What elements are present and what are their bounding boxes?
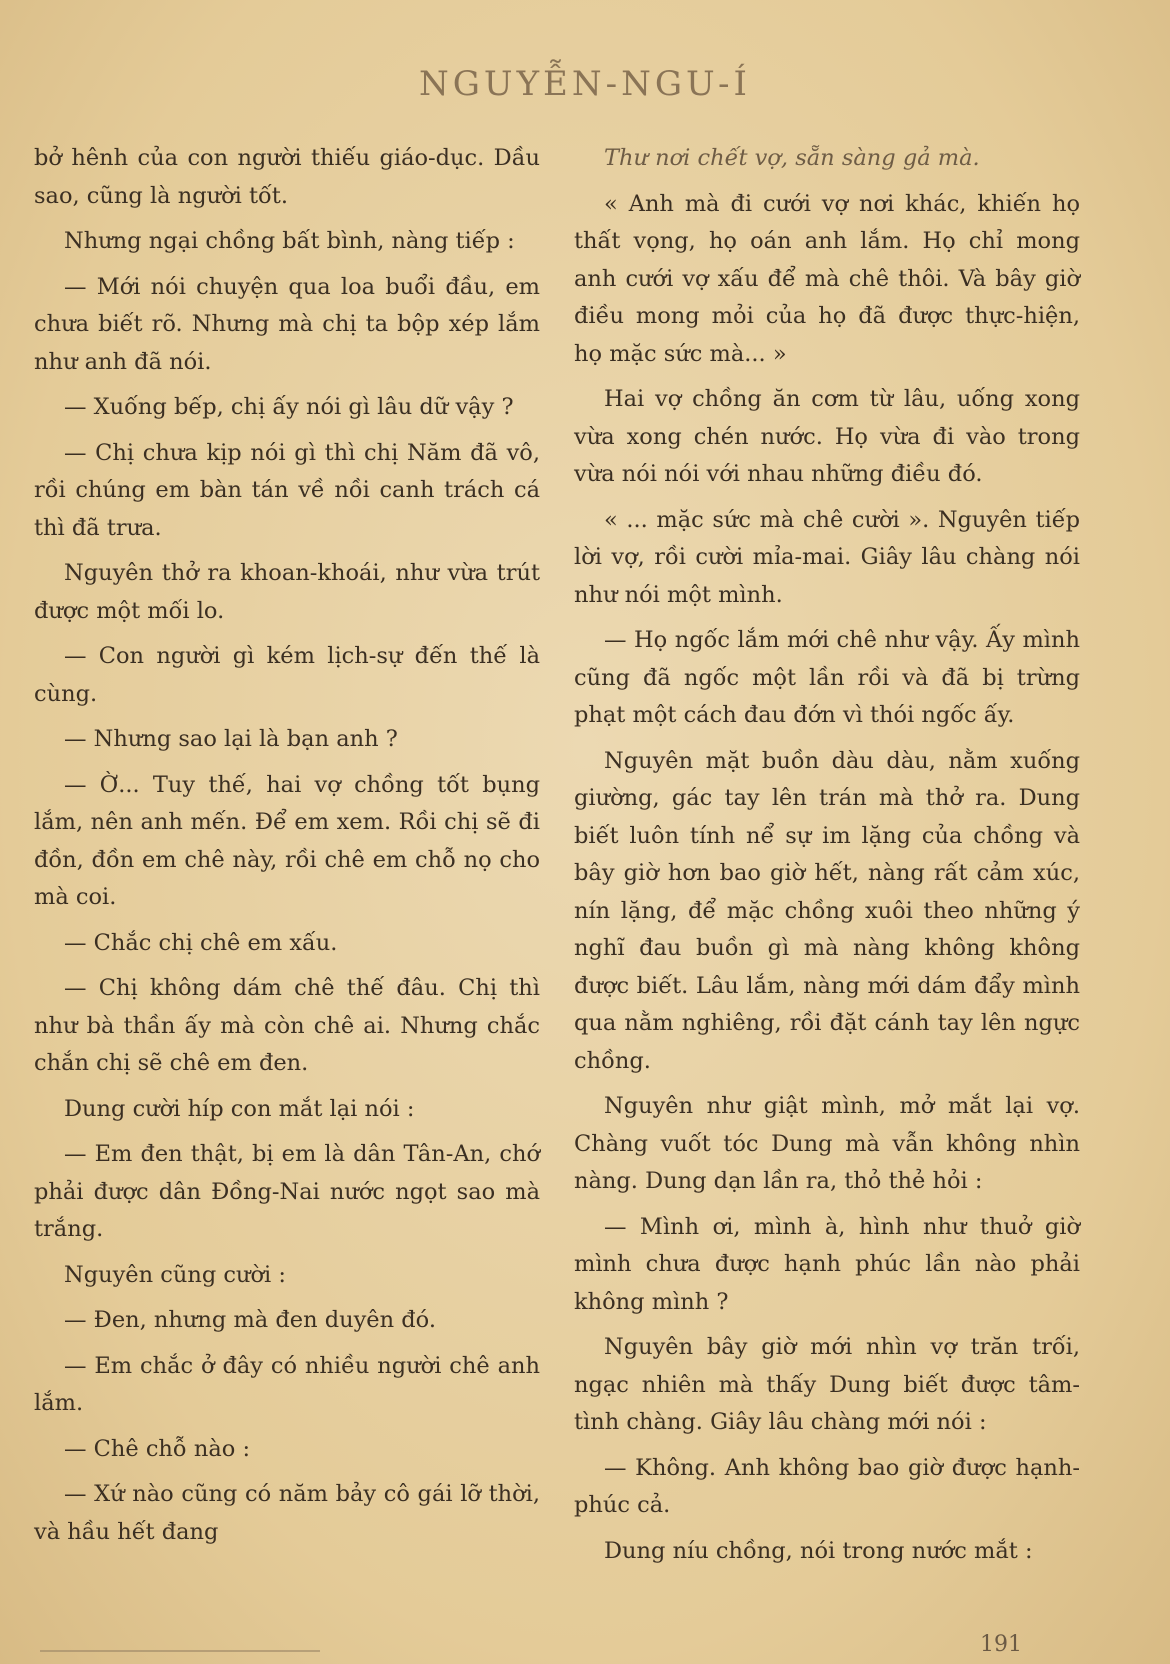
paragraph: — Chị chưa kịp nói gì thì chị Năm đã vô, rồi chúng em bàn tán về nồi canh trách cá thì đã trưa. [34,439,540,541]
paragraph: Nguyên thở ra khoan-khoái, như vừa trút được một mối lo. [34,560,540,624]
paragraph: Dung níu chồng, nói trong nước mắt : [604,1537,1033,1564]
right-column [574,140,1080,1578]
paragraph: « ... mặc sức mà chê cười ». Nguyên tiếp lời vợ, rồi cười mỉa-mai. Giây lâu chàng nói như nói một mình. [574,506,1080,608]
paragraph: — Mình ơi, mình à, hình như thuở giờ mình chưa được hạnh phúc lần nào phải không mình ? [574,1213,1080,1315]
paragraph: Dung cười híp con mắt lại nói : [64,1095,415,1122]
paragraph: — Em chắc ở đây có nhiều người chê anh lắm. [34,1352,540,1416]
paragraph: — Ờ... Tuy thế, hai vợ chồng tốt bụng lắm, nên anh mến. Để em xem. Rồi chị sẽ đi đồn, đồn em chê này, rồi chê em chỗ nọ cho mà coi. [34,771,540,910]
running-header: NGUYỄN-NGU-Í [419,64,751,104]
paragraph: — Chắc chị chê em xấu. [64,929,338,956]
paragraph: Nguyên như giật mình, mở mắt lại vợ. Chàng vuốt tóc Dung mà vẫn không nhìn nàng. Dung dạn lần ra, thỏ thẻ hỏi : [574,1093,1080,1194]
paragraph: — Nhưng sao lại là bạn anh ? [64,726,398,752]
paragraph: — Không. Anh không bao giờ được hạnh-phúc cả. [574,1454,1080,1518]
paragraph: Hai vợ chồng ăn cơm từ lâu, uống xong vừa xong chén nước. Họ vừa đi vào trong vừa nói nói với nhau những điều đó. [574,386,1080,487]
paragraph: Thư nơi chết vợ, sẵn sàng gả mà. [604,145,980,171]
paragraph: — Em đen thật, bị em là dân Tân-An, chớ phải được dân Đồng-Nai nước ngọt sao mà trắng. [34,1141,540,1242]
paragraph: Nhưng ngại chồng bất bình, nàng tiếp : [64,228,515,254]
paragraph: Nguyên mặt buồn dàu dàu, nằm xuống giường, gác tay lên trán mà thở ra. Dung biết luôn tính nể sự im lặng của chồng và bây giờ hơn bao giờ hết, nàng rất cảm xúc, nín lặng, để mặc chồng xuôi theo những ý nghĩ đau buồn gì mà nàng không không được biết. Lâu lắm, nàng mới dám đẩy mình qua nằm nghiêng, rồi đặt cánh tay lên ngực chồng. [574,747,1080,1074]
paragraph: — Chị không dám chê thế đâu. Chị thì như bà thần ấy mà còn chê ai. Nhưng chắc chắn chị sẽ chê em đen. [34,975,540,1076]
paragraph: — Chê chỗ nào : [64,1435,251,1462]
paragraph: « Anh mà đi cưới vợ nơi khác, khiến họ thất vọng, họ oán anh lắm. Họ chỉ mong anh cưới vợ xấu để mà chê thôi. Và bây giờ điều mong mỏi của họ đã được thực-hiện, họ mặc sức mà... » [574,190,1080,367]
paragraph: — Xứ nào cũng có năm bảy cô gái lỡ thời, và hầu hết đang [34,1481,540,1545]
paragraph: — Họ ngốc lắm mới chê như vậy. Ấy mình cũng đã ngốc một lần rồi và đã bị trừng phạt một cách đau đớn vì thói ngốc ấy. [574,627,1080,728]
paragraph: — Mới nói chuyện qua loa buổi đầu, em chưa biết rõ. Nhưng mà chị ta bộp xép lắm như anh đã nói. [34,273,540,375]
paragraph: — Đen, nhưng mà đen duyên đó. [64,1307,436,1333]
paragraph: — Xuống bếp, chị ấy nói gì lâu dữ vậy ? [64,394,514,420]
footer-rule [40,1650,320,1652]
paragraph: Nguyên bây giờ mới nhìn vợ trăn trối, ngạc nhiên mà thấy Dung biết được tâm-tình chàng. Giây lâu chàng mới nói : [574,1334,1080,1435]
left-column [34,140,540,1559]
paragraph: — Con người gì kém lịch-sự đến thế là cùng. [34,643,540,707]
page-number: 191 [980,1632,1022,1657]
paragraph: bở hênh của con người thiếu giáo-dục. Dầu sao, cũng là người tốt. [34,145,540,209]
paragraph: Nguyên cũng cười : [64,1261,286,1288]
